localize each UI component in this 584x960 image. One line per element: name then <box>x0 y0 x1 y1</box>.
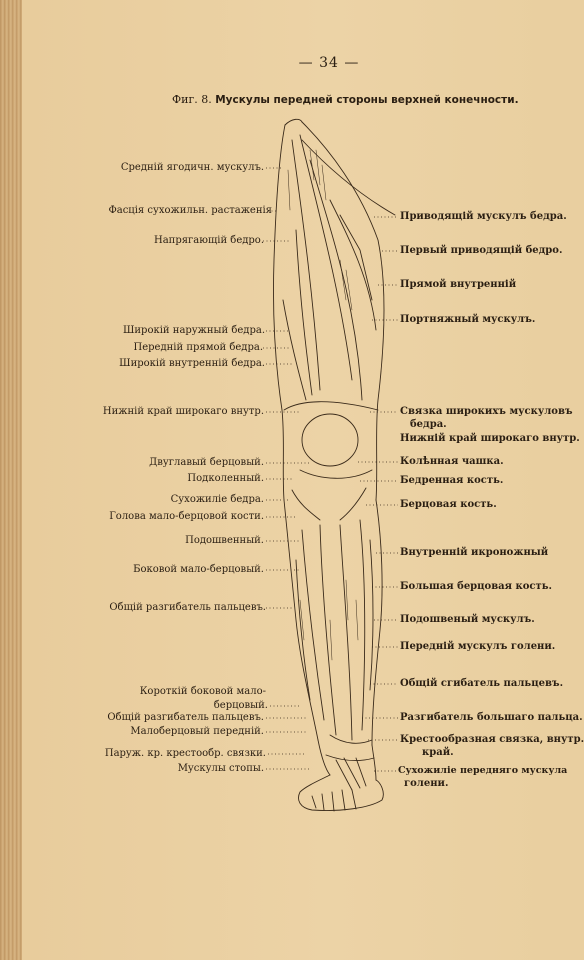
label-vastus-ligament: Связка широкихъ мускуловъ <box>400 406 573 417</box>
label-fascia-lata: Фасція сухожильн. растаженія <box>108 205 272 216</box>
figure-title: Мускулы передней стороны верхней конечности. <box>215 94 519 106</box>
label-tensor-fasciae-latae: Напрягающій бедро. <box>154 235 264 246</box>
label-rectus-femoris: Передній прямой бедра. <box>133 342 263 353</box>
label-popliteus: Подколенный. <box>187 473 264 484</box>
page-number: — 34 — <box>298 55 360 71</box>
label-tibialis-anterior: Передній мускулъ голени. <box>400 641 556 652</box>
label-patella: Колѣнная чашка. <box>400 456 504 467</box>
label-gluteus-medius: Средній ягодичн. мускулъ. <box>120 162 264 173</box>
label-tibialis-anterior-tendon-2: голени. <box>404 778 449 789</box>
label-femoral-tendon: Сухожиліе бедра. <box>170 494 264 505</box>
label-peroneus-brevis-2: берцовый. <box>213 700 268 711</box>
label-fibula-head: Голова мало-берцовой кости. <box>109 511 264 522</box>
label-vastus-ligament-2: бедра. <box>410 419 447 430</box>
label-biceps-femoris: Двуглавый берцовый. <box>149 457 264 468</box>
label-foot-muscles: Мускулы стопы. <box>177 763 264 774</box>
label-cruciate-ligament-inner-2: край. <box>422 747 454 758</box>
label-plantaris-right: Подошвеный мускулъ. <box>400 614 535 625</box>
label-gastrocnemius-medial: Внутренній икроножный <box>400 547 549 558</box>
label-extensor-digitorum: Общій разгибатель пальцевъ. <box>109 602 266 613</box>
label-cruciate-ligament-outer: Паруж. кр. крестообр. связки. <box>104 748 266 759</box>
label-lower-edge-vastus-right: Нижній край широкаго внутр. <box>400 433 580 444</box>
label-adductor: Приводящій мускулъ бедра. <box>400 211 567 222</box>
label-adductor-first: Первый приводящій бедро. <box>400 245 563 256</box>
figure-number: Фиг. 8. <box>172 93 212 106</box>
label-cruciate-ligament-inner: Крестообразная связка, внутр. <box>400 734 584 745</box>
label-tibia-large: Большая берцовая кость. <box>400 581 552 592</box>
label-peroneus-brevis-1: Короткій боковой мало- <box>139 686 266 697</box>
label-vastus-lateralis: Широкій наружный бедра. <box>122 325 265 336</box>
label-lower-edge-vastus: Нижній край широкаго внутр. <box>102 406 264 417</box>
label-sartorius: Портняжный мускулъ. <box>400 314 536 325</box>
label-extensor-hallucis: Разгибатель большаго пальца. <box>400 712 583 723</box>
label-femur: Бедренная кость. <box>400 475 504 486</box>
label-peroneus-anterior: Малоберцовый передній. <box>130 726 264 737</box>
label-tibialis-anterior-tendon: Сухожиліе передняго мускула <box>398 765 568 776</box>
label-vastus-medialis: Широкій внутренній бедра. <box>119 358 265 369</box>
label-gracilis: Прямой внутренній <box>400 279 517 290</box>
label-peroneus-lateral: Боковой мало-берцовый. <box>133 564 264 575</box>
label-plantaris: Подошвенный. <box>185 535 264 546</box>
label-tibia: Берцовая кость. <box>400 499 497 510</box>
label-extensor-digitorum-2: Общій разгибатель пальцевъ. <box>107 712 264 723</box>
label-flexor-digitorum: Общій сгибатель пальцевъ. <box>400 678 564 689</box>
